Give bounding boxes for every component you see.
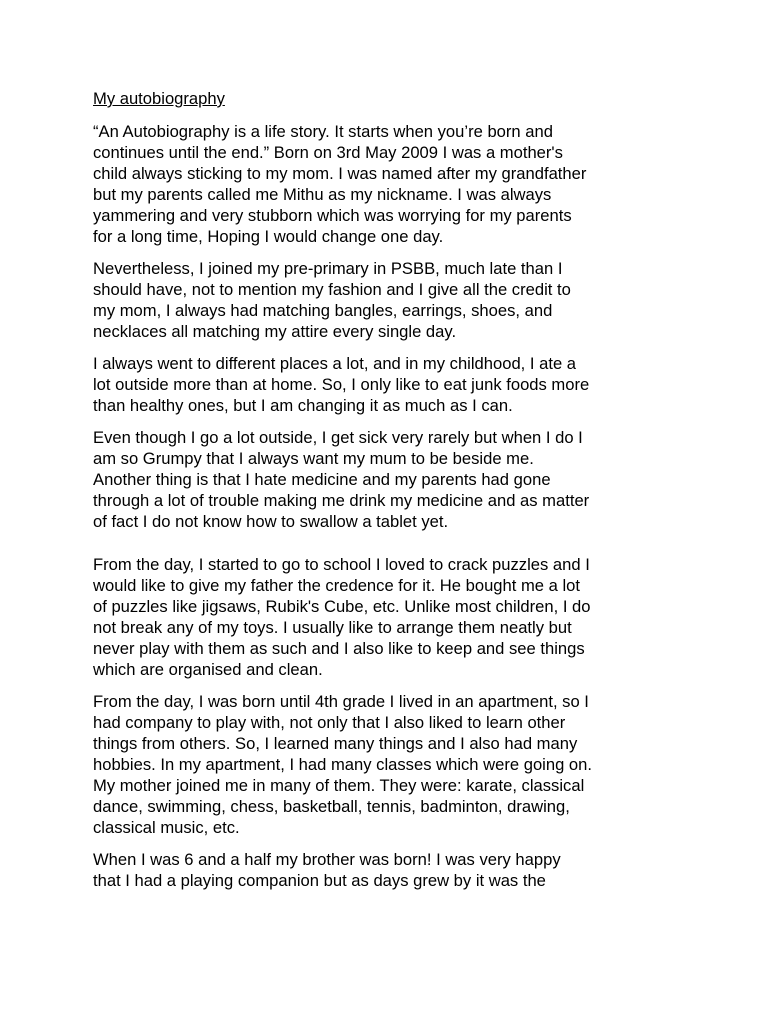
text-line: necklaces all matching my attire every single day. bbox=[93, 322, 457, 341]
text-line: through a lot of trouble making me drink my medicine and as matter bbox=[93, 491, 590, 510]
text-line: but my parents called me Mithu as my nickname. I was always bbox=[93, 185, 552, 204]
paragraph-6 bbox=[93, 691, 673, 838]
text-line: would like to give my father the credence for it. He bought me a lot bbox=[93, 576, 581, 595]
paragraph-2 bbox=[93, 258, 673, 342]
text-line: Nevertheless, I joined my pre-primary in PSBB, much late than I bbox=[93, 259, 563, 278]
text-line: things from others. So, I learned many things and I also had many bbox=[93, 734, 578, 753]
paragraph-5 bbox=[93, 554, 673, 680]
text-line: hobbies. In my apartment, I had many classes which were going on. bbox=[93, 755, 592, 774]
document-body bbox=[93, 88, 673, 902]
text-line: From the day, I was born until 4th grade I lived in an apartment, so I bbox=[93, 692, 589, 711]
text-line: “An Autobiography is a life story. It starts when you’re born and bbox=[93, 122, 553, 141]
text-line: When I was 6 and a half my brother was born! I was very happy bbox=[93, 850, 561, 869]
paragraph-3 bbox=[93, 353, 673, 416]
text-line: dance, swimming, chess, basketball, tennis, badminton, drawing, bbox=[93, 797, 570, 816]
text-line: From the day, I started to go to school I loved to crack puzzles and I bbox=[93, 555, 590, 574]
document-title: My autobiography bbox=[93, 89, 225, 108]
text-line: that I had a playing companion but as days grew by it was the bbox=[93, 871, 546, 890]
text-line: continues until the end.” Born on 3rd May 2009 I was a mother's bbox=[93, 143, 563, 162]
text-line: of puzzles like jigsaws, Rubik's Cube, etc. Unlike most children, I do bbox=[93, 597, 591, 616]
paragraph-4 bbox=[93, 427, 673, 532]
text-line: I always went to different places a lot, and in my childhood, I ate a bbox=[93, 354, 577, 373]
text-line: of fact I do not know how to swallow a tablet yet. bbox=[93, 512, 449, 531]
paragraph-7 bbox=[93, 849, 673, 891]
text-line: Another thing is that I hate medicine and my parents had gone bbox=[93, 470, 551, 489]
text-line: had company to play with, not only that I also liked to learn other bbox=[93, 713, 566, 732]
paragraph-1 bbox=[93, 121, 673, 247]
text-line: lot outside more than at home. So, I only like to eat junk foods more bbox=[93, 375, 590, 394]
text-line: classical music, etc. bbox=[93, 818, 240, 837]
text-line: for a long time, Hoping I would change one day. bbox=[93, 227, 444, 246]
text-line: My mother joined me in many of them. They were: karate, classical bbox=[93, 776, 585, 795]
text-line: am so Grumpy that I always want my mum to be beside me. bbox=[93, 449, 534, 468]
text-line: Even though I go a lot outside, I get sick very rarely but when I do I bbox=[93, 428, 583, 447]
text-line: my mom, I always had matching bangles, earrings, shoes, and bbox=[93, 301, 553, 320]
text-line: not break any of my toys. I usually like to arrange them neatly but bbox=[93, 618, 572, 637]
text-line: yammering and very stubborn which was worrying for my parents bbox=[93, 206, 572, 225]
text-line: should have, not to mention my fashion and I give all the credit to bbox=[93, 280, 571, 299]
text-line: than healthy ones, but I am changing it as much as I can. bbox=[93, 396, 513, 415]
text-line: never play with them as such and I also like to keep and see things bbox=[93, 639, 585, 658]
text-line: child always sticking to my mom. I was named after my grandfather bbox=[93, 164, 587, 183]
text-line: which are organised and clean. bbox=[93, 660, 323, 679]
